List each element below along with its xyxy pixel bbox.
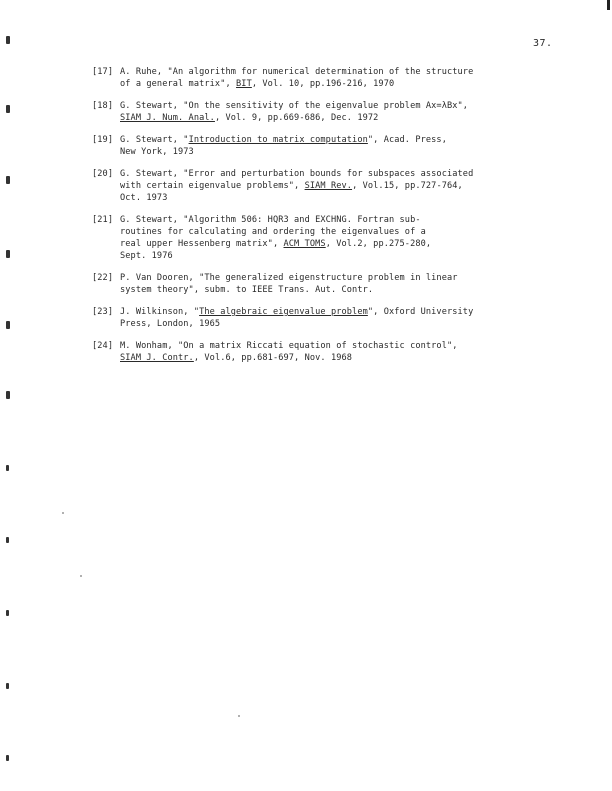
reference-line <box>120 214 562 226</box>
reference-line <box>120 340 562 352</box>
reference-number: [22] <box>92 273 114 283</box>
reference-line <box>120 318 562 330</box>
reference-text: , Vol. 9, pp.669-686, Dec. 1972 <box>214 113 379 123</box>
reference-line <box>120 352 562 364</box>
reference-text: G. Stewart, " <box>120 135 189 145</box>
scan-hole-mark <box>6 465 9 471</box>
reference-text: real upper Hessenberg matrix", <box>120 239 284 249</box>
reference-text: M. Wonham, "On a matrix Riccati equation of stochastic control", <box>120 341 458 351</box>
reference-number: [20] <box>92 169 114 179</box>
reference-number: [21] <box>92 215 114 225</box>
reference-line <box>120 146 562 158</box>
scan-hole-mark <box>6 755 9 761</box>
underlined-title: BIT <box>236 79 252 89</box>
reference-text: with certain eigenvalue problems", <box>120 181 305 191</box>
reference-number: [18] <box>92 101 114 111</box>
scan-hole-mark <box>6 36 10 44</box>
reference-text: J. Wilkinson, " <box>120 307 200 317</box>
reference-text: New York, 1973 <box>120 147 194 157</box>
reference-entry <box>92 66 562 90</box>
scan-speck <box>80 575 82 577</box>
underlined-title: SIAM J. Num. Anal. <box>120 113 215 123</box>
scan-hole-mark <box>6 391 10 399</box>
page-number: 37. <box>533 38 553 49</box>
underlined-title: Introduction to matrix computation <box>188 135 368 145</box>
reference-number: [23] <box>92 307 114 317</box>
underlined-title: The algebraic eigenvalue problem <box>199 307 368 317</box>
reference-number: [17] <box>92 67 114 77</box>
scan-hole-mark <box>6 537 9 543</box>
reference-line <box>120 238 562 250</box>
reference-text: , Vol.6, pp.681-697, Nov. 1968 <box>193 353 353 363</box>
reference-entry <box>92 306 562 330</box>
reference-entry <box>92 100 562 124</box>
reference-text: , Vol.15, pp.727-764, <box>352 181 463 191</box>
scan-hole-mark <box>6 683 9 689</box>
scan-speck <box>238 715 240 717</box>
reference-line <box>120 100 562 112</box>
reference-text: ", Acad. Press, <box>367 135 447 145</box>
reference-entry <box>92 214 562 262</box>
underlined-title: SIAM J. Contr. <box>120 353 194 363</box>
reference-text: G. Stewart, "On the sensitivity of the eigenvalue problem Ax=λBx", <box>120 101 469 111</box>
reference-text: of a general matrix", <box>120 79 237 89</box>
reference-text: system theory", subm. to IEEE Trans. Aut. Contr. <box>120 285 374 295</box>
reference-entry <box>92 168 562 204</box>
reference-text: Oct. 1973 <box>120 193 168 203</box>
scan-hole-mark <box>6 176 10 184</box>
reference-entry <box>92 272 562 296</box>
scan-hole-mark <box>6 105 10 113</box>
reference-text: A. Ruhe, "An algorithm for numerical determination of the structure <box>120 67 474 77</box>
reference-text: , Vol.2, pp.275-280, <box>325 239 432 249</box>
scan-hole-mark <box>6 610 9 616</box>
scan-hole-mark <box>6 250 10 258</box>
reference-line <box>120 192 562 204</box>
reference-line <box>120 250 562 262</box>
underlined-title: ACM TOMS <box>283 239 326 249</box>
reference-line <box>120 78 562 90</box>
reference-text: ", Oxford University <box>367 307 474 317</box>
reference-entry <box>92 134 562 158</box>
scan-speck <box>62 512 64 514</box>
reference-line <box>120 272 562 284</box>
reference-text: , Vol. 10, pp.196-216, 1970 <box>251 79 395 89</box>
reference-list <box>92 66 562 374</box>
reference-line <box>120 284 562 296</box>
reference-number: [19] <box>92 135 114 145</box>
reference-line <box>120 226 562 238</box>
scan-edge-mark <box>607 0 610 10</box>
reference-line <box>120 134 562 146</box>
reference-line <box>120 66 562 78</box>
underlined-title: SIAM Rev. <box>304 181 353 191</box>
reference-entry <box>92 340 562 364</box>
reference-text: P. Van Dooren, "The generalized eigenstructure problem in linear <box>120 273 458 283</box>
scan-hole-mark <box>6 321 10 329</box>
reference-line <box>120 306 562 318</box>
reference-text: Press, London, 1965 <box>120 319 221 329</box>
reference-text: G. Stewart, "Algorithm 506: HQR3 and EXCHNG. Fortran sub- <box>120 215 421 225</box>
reference-number: [24] <box>92 341 114 351</box>
reference-text: Sept. 1976 <box>120 251 173 261</box>
reference-line <box>120 168 562 180</box>
reference-text: G. Stewart, "Error and perturbation bounds for subspaces associated <box>120 169 474 179</box>
reference-line <box>120 180 562 192</box>
reference-text: routines for calculating and ordering the eigenvalues of a <box>120 227 426 237</box>
reference-line <box>120 112 562 124</box>
